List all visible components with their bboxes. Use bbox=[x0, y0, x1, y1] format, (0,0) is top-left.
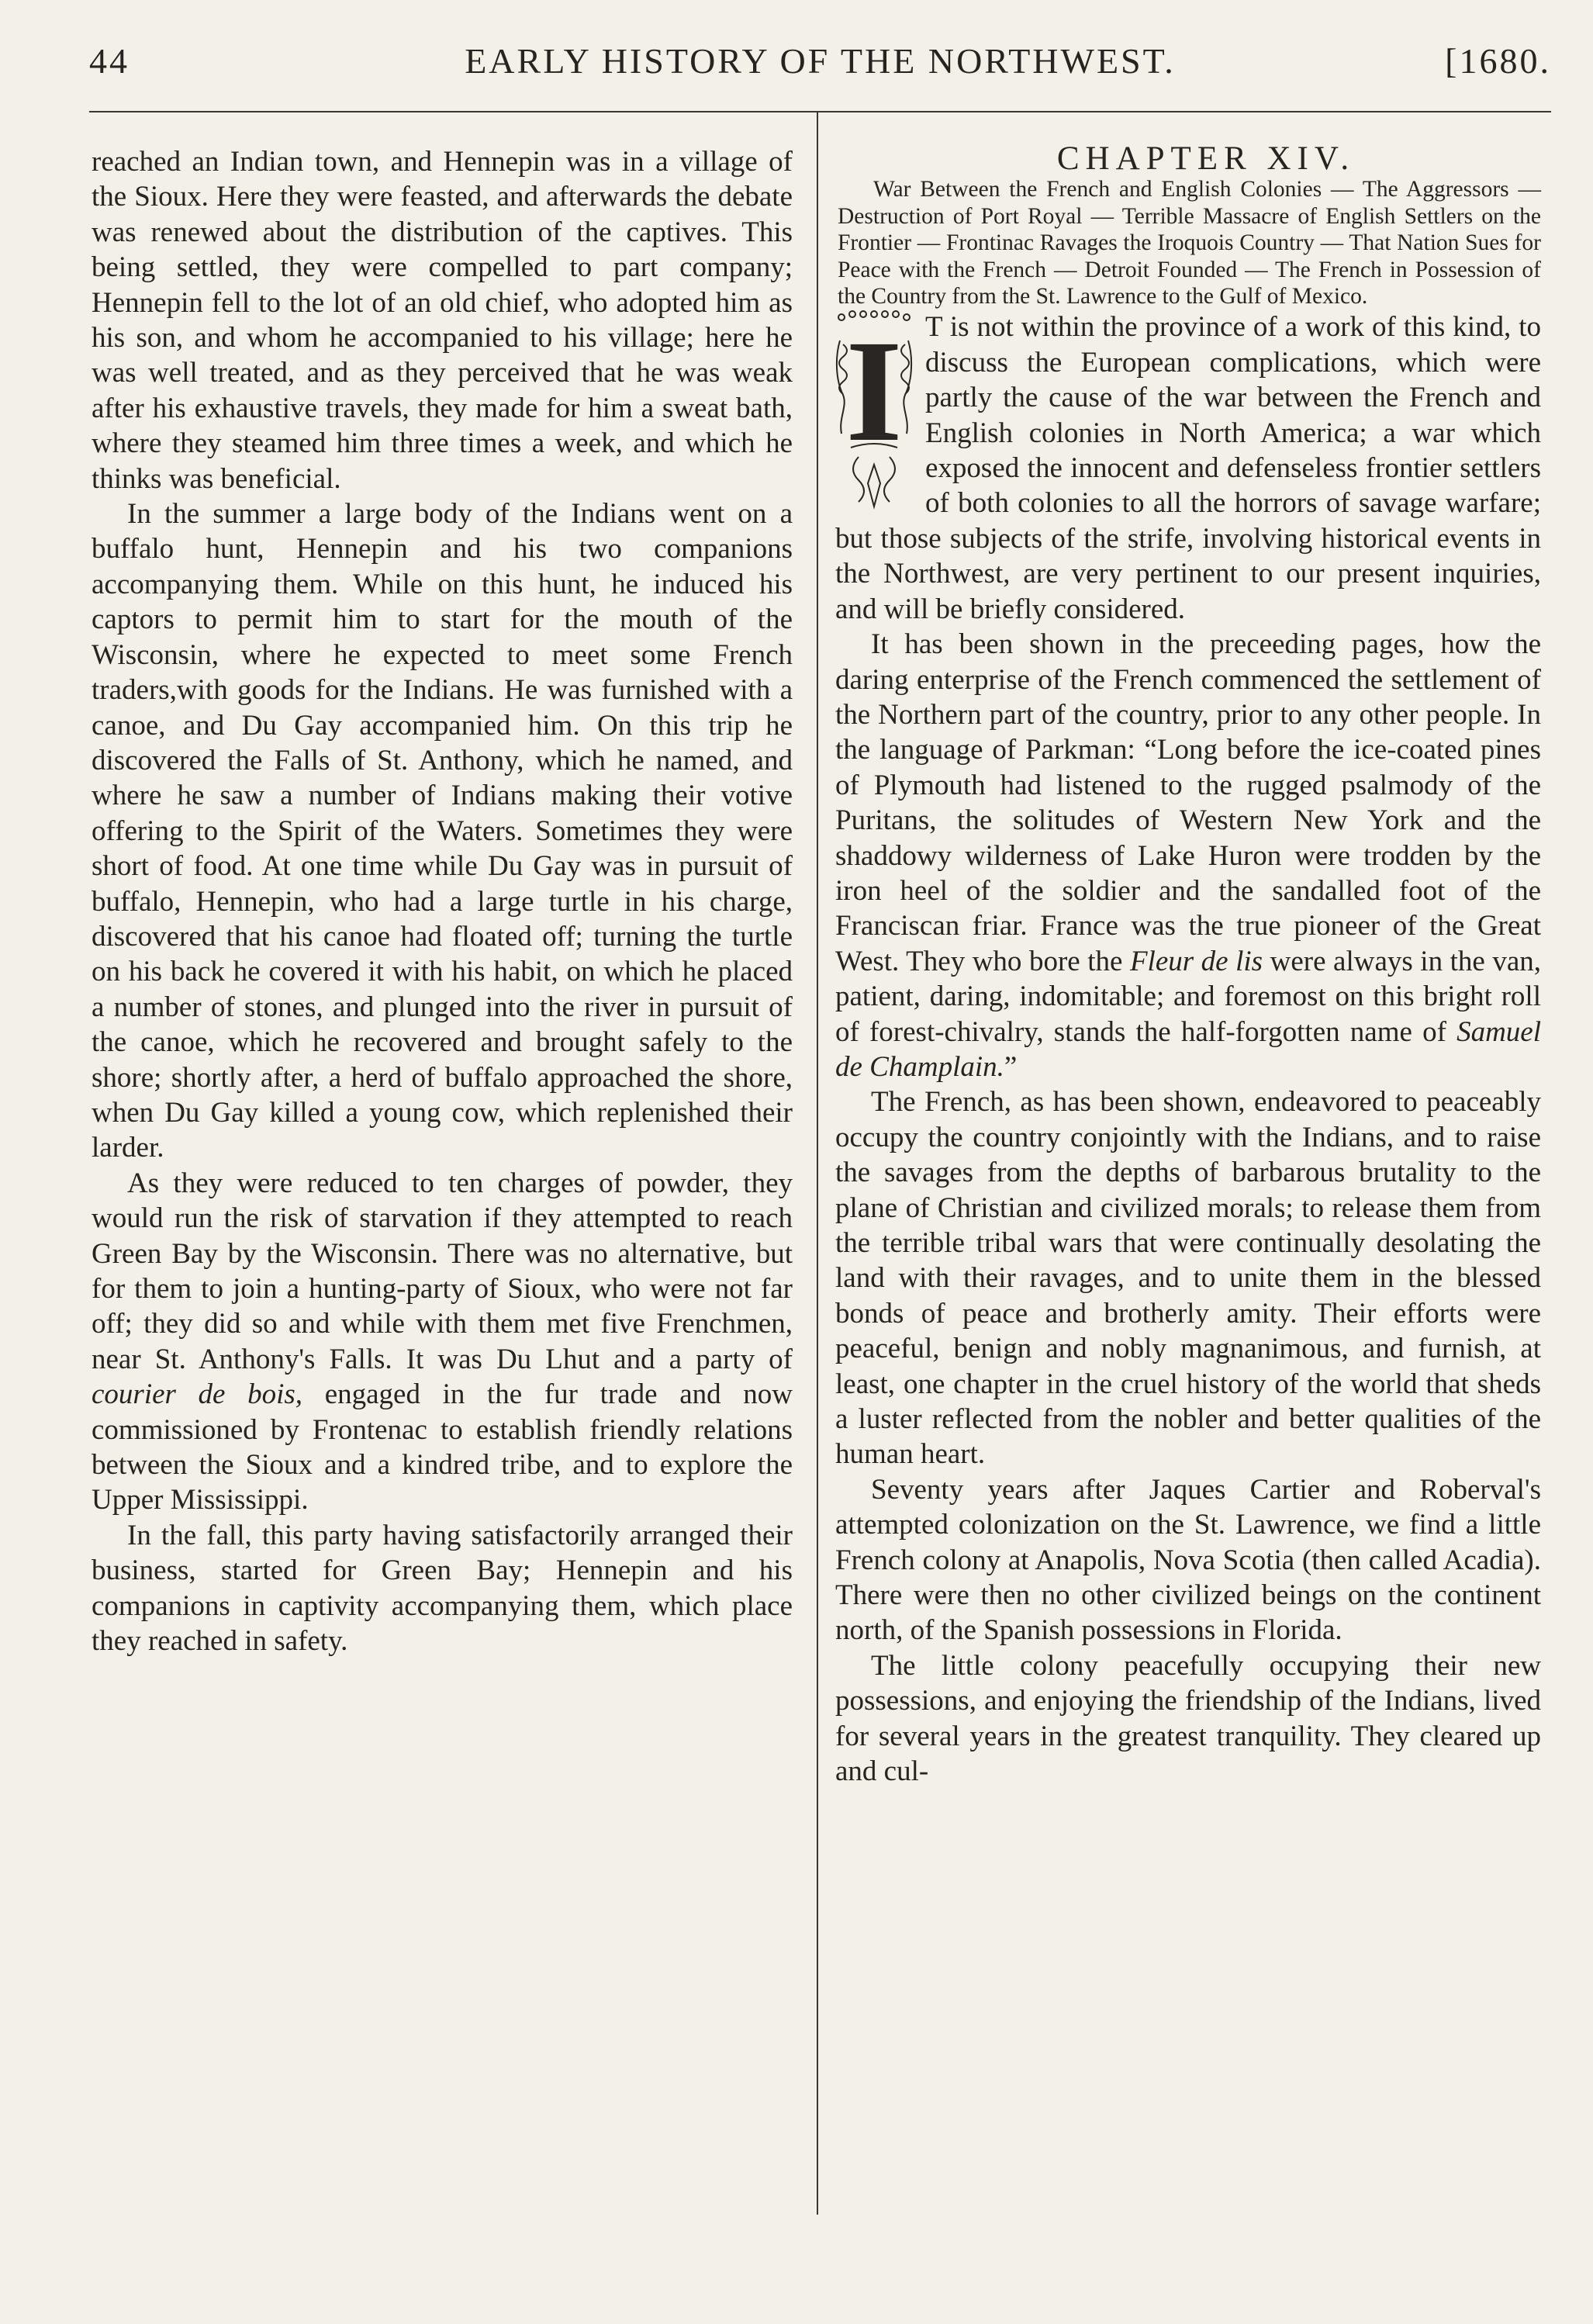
text-run: T is not within the province of a work of this kind, to discuss the European complications, which were partly the cause of the war between the French and English colonies in North America; a war which exposed the innocent and defenseless frontier settlers of both colonies to all the horrors of savage warfare; but those subjects of the strife, involving historical events in the Northwest, are very pertinent to our present inquiries, and will be briefly considered. bbox=[835, 311, 1541, 625]
text-run: were always in the van, patient, daring, indomitable; and foremost on this bright roll of forest-chivalry, stands the half-forgotten name of bbox=[835, 945, 1541, 1048]
text-run: ” bbox=[1004, 1050, 1018, 1083]
paragraph: reached an Indian town, and Hennepin was in a village of the Sioux. Here they were feasted, and afterwards the debate was renewed about the distribution of the captives. This being settled, they were compelled to part company; Hennepin fell to the lot of an old chief, who adopted him as his son, and whom he accompanied to his village; here he was well treated, and as they perceived that he was weak after his exhaustive travels, they made for him a sweat bath, where they steamed him three times a week, and which he thinks was beneficial. bbox=[92, 146, 793, 495]
paragraph: The French, as has been shown, endeavored to peaceably occupy the country conjointly with the Indians, and to raise the savages from the depths of barbarous brutality to the plane of Christian and civilized morals; to release them from the terrible tribal wars that were continually desolating the land with their ravages, and to unite them in the blessed bonds of peace and brotherly amity. Their efforts were peaceful, benign and nobly magnanimous, and furnish, at least, one chapter in the cruel history of the world that sheds a luster reflected from the nobler and better qualities of the human heart. bbox=[835, 1086, 1541, 1471]
running-title: EARLY HISTORY OF THE NORTHWEST. bbox=[465, 41, 1176, 81]
page-number: 44 bbox=[89, 41, 130, 81]
italic-phrase: Fleur de lis bbox=[1129, 945, 1263, 977]
text-run: It has been shown in the preceeding pages, how the daring enterprise of the French commenced the settlement of the Northern part of the country, prior to any other people. In the language of Parkman: “Long before the ice-coated pines of Plymouth had listened to the rugged psalmody of the Puritans, the solitudes of Western New York and the shaddowy wilderness of Lake Huron were trodden by the iron heel of the soldier and the sandalled foot of the Franciscan friar. France was the true pioneer of the Great West. They who bore the bbox=[835, 628, 1541, 977]
paragraph bbox=[92, 1166, 793, 1518]
italic-phrase: Samuel de Champlain. bbox=[835, 1015, 1541, 1083]
paragraph bbox=[835, 310, 1541, 627]
header-rule bbox=[89, 111, 1551, 112]
ornamental-drop-cap bbox=[835, 310, 913, 510]
running-header bbox=[89, 40, 1551, 84]
paragraph bbox=[835, 627, 1541, 1084]
paragraph: Seventy years after Jaques Cartier and Roberval's attempted colonization on the St. Lawrence, we find a little French colony at Anapolis, Nova Scotia (then called Acadia). There were then no other civilized beings on the continent north, of the Spanish possessions in Florida. bbox=[835, 1473, 1541, 1647]
paragraph: The little colony peacefully occupying their new possessions, and enjoying the friendship of the Indians, lived for several years in the greatest tranquility. They cleared up and cul- bbox=[835, 1649, 1541, 1788]
text-run: engaged in the fur trade and now commissioned by Frontenac to establish friendly relations between the Sioux and a kindred tribe, and to explore the Upper Mississippi. bbox=[92, 1378, 793, 1516]
paragraph: In the summer a large body of the Indians went on a buffalo hunt, Hennepin and his two companions accompanying them. While on this hunt, he induced his captors to permit him to start for the mouth of the Wisconsin, where he expected to meet some French traders,with goods for the Indians. He was furnished with a canoe, and Du Gay accompanied him. On this trip he discovered the Falls of St. Anthony, which he named, and where he saw a number of Indians making their votive offering to the Spirit of the Waters. Sometimes they were short of food. At one time while Du Gay was in pursuit of buffalo, Hennepin, who had a large turtle in his charge, discovered that his canoe had floated off; turning the turtle on his back he covered it with his habit, on which he placed a number of stones, and plunged into the river in pursuit of the canoe, which he recovered and brought safely to the shore; shortly after, a herd of buffalo approached the shore, when Du Gay killed a young cow, which replenished their larder. bbox=[92, 498, 793, 1164]
drop-cap-letter: I bbox=[845, 310, 903, 472]
header-year: [1680. bbox=[1445, 41, 1551, 81]
text-run: As they were reduced to ten charges of powder, they would run the risk of starvation if they attempted to reach Green Bay by the Wisconsin. There was no alternative, but for them to join a hunting-party of Sioux, who were not far off; they did so and while with them met five Frenchmen, near St. Anthony's Falls. It was Du Lhut and a party of bbox=[92, 1167, 793, 1375]
drop-cap-ornament-icon bbox=[835, 310, 913, 510]
italic-phrase: courier de bois, bbox=[92, 1378, 303, 1411]
column-divider bbox=[817, 111, 818, 2215]
paragraph: In the fall, this party having satisfactorily arranged their business, started for Green Bay; Hennepin and his companions in captivity accompanying them, which place they reached in safety. bbox=[92, 1519, 793, 1658]
chapter-title: CHAPTER XIV. bbox=[1056, 140, 1356, 177]
right-column bbox=[835, 141, 1541, 1790]
chapter-summary: War Between the French and English Colonies — The Aggressors — Destruction of Port Royal — Terrible Massacre of English Settlers on the Frontier — Frontinac Ravages the Iroquois Country — That Nation Sues for Peace with the French — Detroit Founded — The French in Possession of the Country from the St. Lawrence to the Gulf of Mexico. bbox=[838, 177, 1541, 310]
left-column bbox=[92, 144, 793, 1658]
